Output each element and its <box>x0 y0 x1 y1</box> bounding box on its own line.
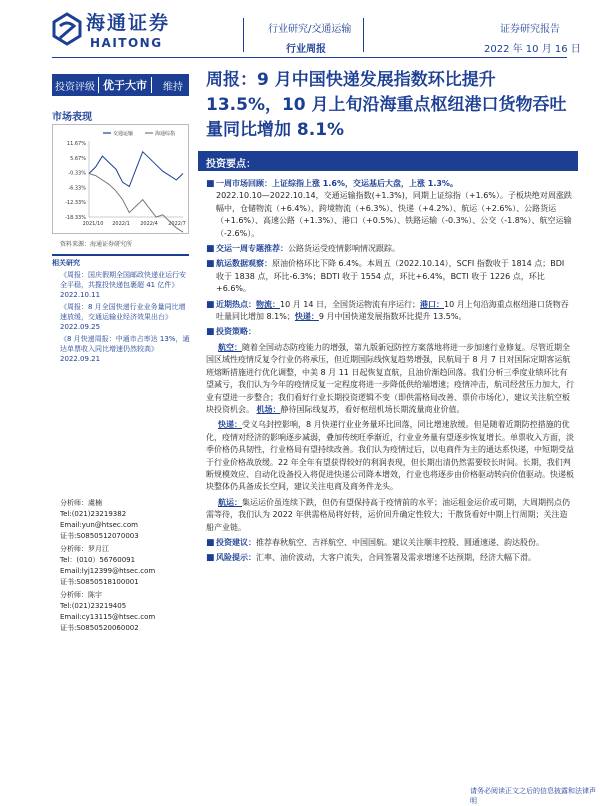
x-tick-label: 2022/1 <box>112 221 130 227</box>
strategy-aviation <box>206 342 574 416</box>
bullet-risk <box>206 552 574 564</box>
bullet-text: 公路货运受疫情影响情况跟踪。 <box>288 244 400 254</box>
bullet-heading: 近期热点： <box>216 299 256 309</box>
related-item-date: 2022.09.25 <box>60 323 101 331</box>
legend-label: 海通综指 <box>155 131 176 137</box>
analyst-list <box>60 498 190 636</box>
analyst-tel: Tel:(021)23219382 <box>60 510 127 518</box>
bullet-text: 原油价格环比下降 6.4%。本周五（2022.10.14），SCFI 指数收于 1814 点；BDI 收于 1838 点，环比-6.3%；BDTI 收于 1554 点，环比+6.4%，BCTI 收于 1226 点，环比+6.6%。 <box>216 259 565 294</box>
bullet-heading: 风险提示： <box>216 553 256 563</box>
analyst-name: 分析师：陈宇 <box>60 591 102 599</box>
analyst-block <box>60 498 190 542</box>
strategy-label: 机场： <box>256 404 281 414</box>
bullet-icon: ■ <box>206 259 215 270</box>
strategy-express <box>206 419 574 493</box>
strategy-label: 快递： <box>218 420 242 430</box>
analyst-block <box>60 544 190 588</box>
related-item-text: 《8 月快递周报：中通市占率达 13%，通达单票收入同比增速仍然较高》 <box>60 335 190 353</box>
bullet-heading: 航运数据观察： <box>216 259 272 269</box>
series-line-0 <box>89 152 183 187</box>
market-chart <box>52 124 189 234</box>
strategy-label: 航运： <box>218 497 242 507</box>
key-points-header: 投资要点： <box>198 151 578 171</box>
report-label: 证券研究报告 <box>500 24 560 35</box>
bullet-hot-topics <box>206 299 574 324</box>
y-tick-label: 5.67% <box>70 155 86 162</box>
market-chart-svg <box>53 125 188 233</box>
rating-change: 维持 <box>163 81 183 93</box>
y-tick-label: -12.33% <box>65 200 86 207</box>
bullet-icon: ■ <box>206 553 215 564</box>
related-item-text: 《周报：8 月全国快递行业业务量同比增速放缓，交通运输业经济效果出台》 <box>60 303 186 321</box>
bullet-text: 2022.10.10—2022.10.14，交通运输指数(+1.3%)，同期上证综指（+1.6%）。子板块绝对周涨跌幅中，仓储物流（+6.4%）、跨境物流（+6.3%）、快递（+4.2%）、航运（+2.6%）、公路货运（+1.6%）、高速公路（+1.3%）、港口（+0.5%）、铁路运输（-0.3%）、公交（-1.8%）、航空运输（-2.6%）。 <box>216 191 572 238</box>
strategy-text: 集运运价虽连续下跌，但仍有望保持高于疫情前的水平；油运租金运价或可期，大周期拐点仍需等待，我们认为 2022 年供需格局将好转，运价回升确定性较大；干散货看好中期上行周期；关注造船产业链。 <box>206 497 570 532</box>
related-item-text: 《周报：国庆假期全国邮政快递业运行安全平稳，共揽投快递包裹超 41 亿件》 <box>60 271 186 289</box>
strategy-text: 随着全国动态防疫能力的增强，第九版新冠防控方案落地将进一步加速行业修复。尽管近期全国区域性疫情反复令行业仍将承压，但近期国际线恢复趋势增强，民航局于 8 月 7 日对国际定期客运航班熔断措施进行优化调整，中美 8 月 11 日起恢复直航，且油价渐趋回落。我们分析三季度业绩环比有望减亏，我们认为今年的疫情反复一定程度将进一步降低供给端增速；疫情冲击，航司经营压力加大，行业有望进一步整合；我们看好行业长期投资逻辑不变（即供需格局改善、票价市场化），建议关注航空板块投资机会。 <box>206 342 574 414</box>
hot-express-label: 快递： <box>294 312 319 322</box>
bullet-heading: 投资策略： <box>216 327 256 337</box>
report-date: 2022 年 10 月 16 日 <box>484 44 581 55</box>
bullet-recommendation <box>206 537 574 549</box>
bullet-text: 推荐春秋航空、吉祥航空、中国国航。建议关注顺丰控股、圆通速递、韵达股份。 <box>256 537 544 547</box>
strategy-label: 航空： <box>218 342 242 352</box>
report-body <box>206 178 574 568</box>
x-tick-label: 2022/7 <box>168 221 186 227</box>
report-title: 周报：9 月中国快递发展指数环比提升 13.5%，10 月上旬沿海重点枢纽港口货物吞吐量同比增加 8.1% <box>206 70 567 140</box>
y-tick-label: -6.33% <box>68 185 86 192</box>
analyst-email[interactable]: Email:yun@htsec.com <box>60 521 138 529</box>
strategy-shipping <box>206 497 574 534</box>
header-divider <box>363 18 364 52</box>
bullet-strategy <box>206 326 574 338</box>
bullet-icon: ■ <box>206 299 215 310</box>
bullet-icon: ■ <box>206 327 215 338</box>
hot-express-text: 9 月中国快递发展指数环比提升 13.5%。 <box>318 312 467 322</box>
related-item[interactable] <box>60 334 190 364</box>
analyst-cert: 证书:S0850518100001 <box>60 578 139 586</box>
hot-logistics-text: 10 月 14 日，全国货运物流有序运行； <box>280 299 420 309</box>
bullet-icon: ■ <box>206 179 215 189</box>
hot-logistics-label: 物流： <box>256 299 280 309</box>
related-item[interactable] <box>60 302 190 332</box>
y-tick-label: 11.67% <box>66 141 86 147</box>
analyst-tel: Tel：(010）56760091 <box>60 556 136 564</box>
x-tick-label: 2021/10 <box>82 221 104 227</box>
hot-port-text: 10 月上旬沿海重点枢纽港口货物吞吐量同比增加 8.1%； <box>216 299 569 322</box>
analyst-block <box>60 590 190 634</box>
analyst-email[interactable]: Email:cy13115@htsec.com <box>60 613 156 621</box>
analyst-tel: Tel:(021)23219405 <box>60 602 127 610</box>
strategy-text: 受义乌封控影响，8 月快递行业业务量环比回落，同比增速放缓。但是随着近期防控措施的优化，疫情对经济的影响逐步减弱，叠加传统旺季渐近，行业业务量有望逐步恢复增长。单票收入方面，淡季价格仍具韧性，行业格局有望持续改善。我们认为疫情过后，以电商件为主的通达系快递，中短期受益于行业价格战放缓。22 年全年有望获得较好的利润表现，但长期出清仍然需要较长时间。长期，我们判断规模效应、自动化设备投入将促进快递公司降本增效，行业也将逐步由价格驱动转向价值驱动。快递板块整体仍具备成长空间，建议关注电商及商务件龙头。 <box>206 420 574 492</box>
logo-english: HAITONG <box>90 36 163 50</box>
report-type: 行业周报 <box>286 44 326 55</box>
rating-value: 优于大市 <box>98 77 152 93</box>
report-category: 行业研究/交通运输 <box>268 24 352 35</box>
bullet-heading: 一周市场回顾：上证综指上涨 1.6%，交运基后大盘，上涨 1.3%。 <box>216 179 458 188</box>
analyst-email[interactable]: Email:lyj12399@htsec.com <box>60 567 156 575</box>
bullet-text: 汇率、油价波动，大客户流失，合同签署及需求增速不达预期，经济大幅下滑。 <box>256 553 536 563</box>
footer-disclaimer: 请务必阅读正文之后的信息披露和法律声明 <box>470 787 596 805</box>
header-rule <box>52 57 567 58</box>
side-rule <box>52 254 189 256</box>
related-research <box>60 270 190 366</box>
logo-chinese: 海通证券 <box>86 12 171 34</box>
y-tick-label: -0.33% <box>68 170 86 177</box>
related-item-date: 2022.09.21 <box>60 355 101 363</box>
header-divider <box>243 18 244 52</box>
bullet-shipping-data <box>206 258 574 295</box>
haitong-logo <box>52 8 192 58</box>
chart-source: 资料来源：海通证券研究所 <box>60 241 133 248</box>
bullet-market-review <box>206 178 574 240</box>
x-tick-label: 2022/4 <box>140 221 158 227</box>
related-item[interactable] <box>60 270 190 300</box>
legend-label: 交通运输 <box>113 131 134 137</box>
related-item-date: 2022.10.11 <box>60 291 101 299</box>
report-header <box>0 0 600 62</box>
bullet-heading: 投资建议： <box>216 537 256 547</box>
y-tick-label: -18.33% <box>65 215 86 221</box>
analyst-name: 分析师：虞楠 <box>60 499 102 507</box>
market-title: 市场表现 <box>52 112 92 123</box>
related-title: 相关研究 <box>52 259 80 267</box>
analyst-name: 分析师：罗月江 <box>60 545 109 553</box>
strategy-text: 静待国际线复苏，看好枢纽机场长期流量商业价值。 <box>280 404 465 414</box>
bullet-icon: ■ <box>206 244 215 255</box>
bullet-heading: 交运一周专题推荐： <box>216 244 288 254</box>
hot-port-label: 港口： <box>420 299 444 309</box>
rating-label: 投资评级 <box>55 81 95 93</box>
analyst-cert: 证书:S0850512070003 <box>60 532 139 540</box>
bullet-icon: ■ <box>206 537 215 548</box>
analyst-cert: 证书:S0850520060002 <box>60 624 139 632</box>
investment-rating <box>52 74 189 96</box>
haitong-logo-icon <box>52 12 82 46</box>
bullet-weekly-topic <box>206 243 574 255</box>
